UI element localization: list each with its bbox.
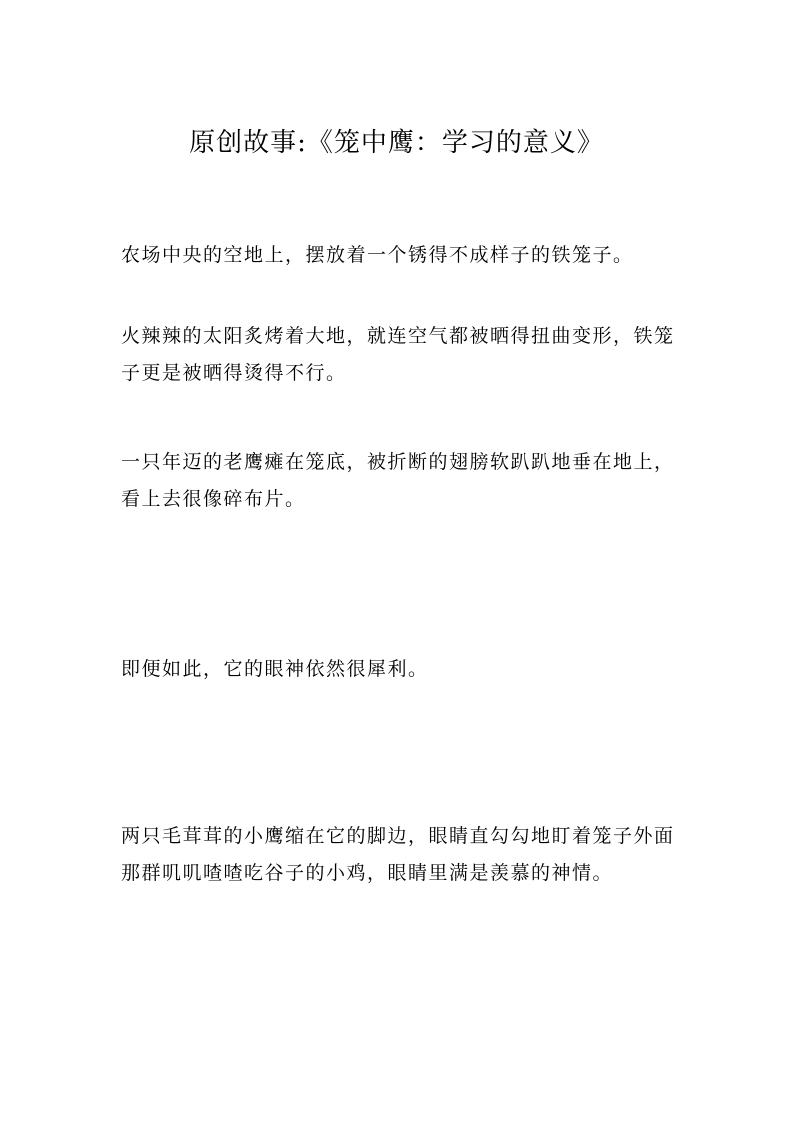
paragraph: 即便如此，它的眼神依然很犀利。 [121, 658, 429, 680]
paragraph: 两只毛茸茸的小鹰缩在它的脚边，眼睛直勾勾地盯着笼子外面那群叽叽喳喳吃谷子的小鸡，眼睛里满是羡慕的神情。 [121, 825, 675, 884]
document-title: 原创故事:《笼中鹰：学习的意义》 [189, 128, 604, 158]
paragraph: 一只年迈的老鹰瘫在笼底，被折断的翅膀软趴趴地垂在地上，看上去很像碎布片。 [121, 451, 675, 510]
paragraph: 火辣辣的太阳炙烤着大地，就连空气都被晒得扭曲变形，铁笼子更是被晒得烫得不行。 [121, 325, 675, 384]
paragraph: 农场中央的空地上，摆放着一个锈得不成样子的铁笼子。 [121, 244, 634, 266]
